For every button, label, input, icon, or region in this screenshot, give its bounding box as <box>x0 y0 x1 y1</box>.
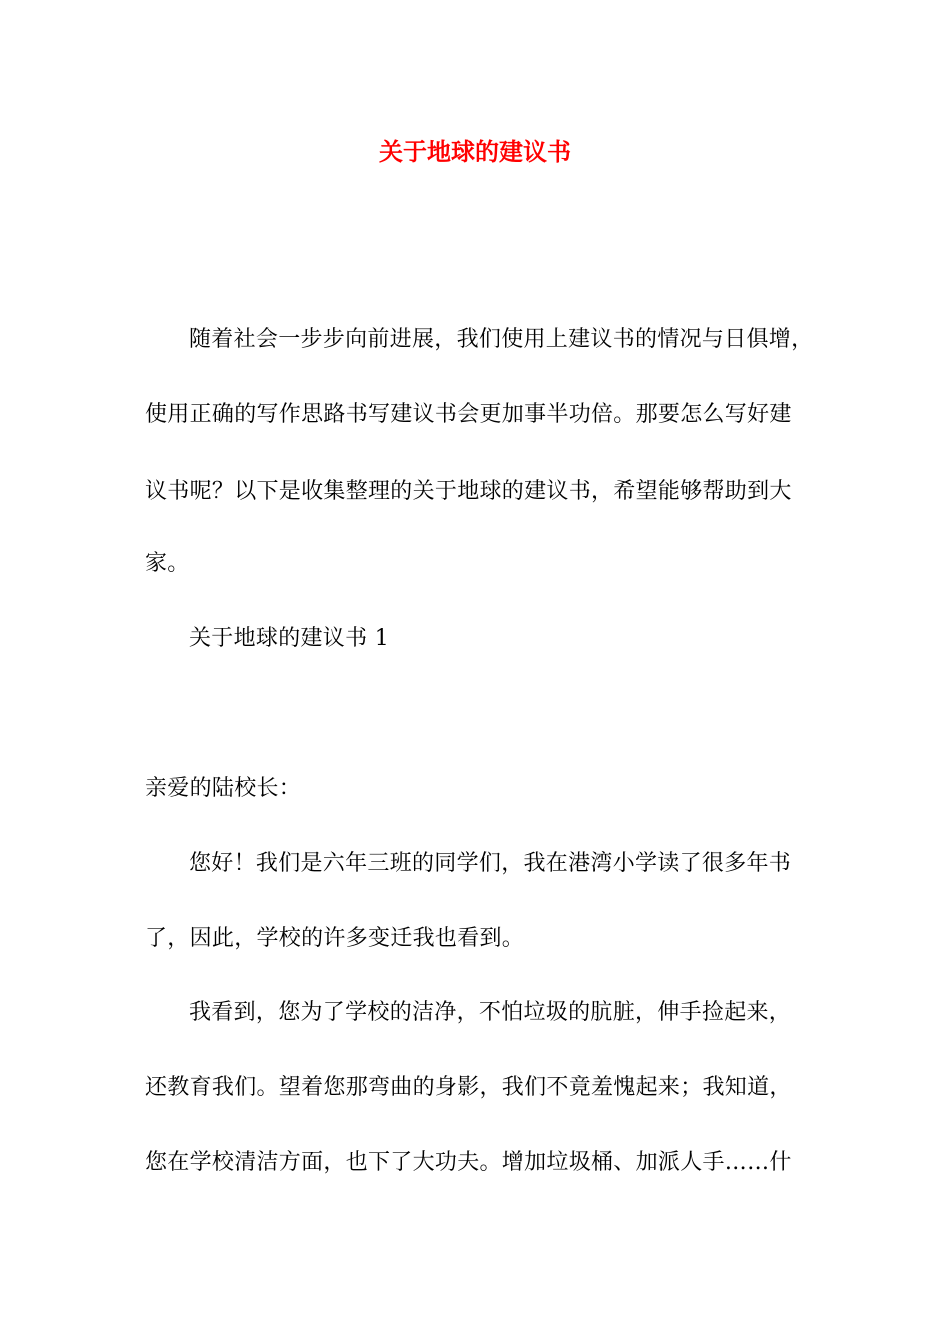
document-title: 关于地球的建议书 <box>379 137 571 166</box>
paragraph-2-line-1: 我看到，您为了学校的洁净，不怕垃圾的肮脏，伸手捡起来， <box>189 1000 792 1025</box>
intro-line-1: 随着社会一步步向前进展，我们使用上建议书的情况与日俱增， <box>189 327 814 352</box>
paragraph-1-line-1: 您好！我们是六年三班的同学们，我在港湾小学读了很多年书 <box>189 851 792 876</box>
paragraph-1-line-2: 了，因此，学校的许多变迁我也看到。 <box>145 926 525 951</box>
paragraph-2-line-2: 还教育我们。望着您那弯曲的身影，我们不竟羞愧起来；我知道， <box>145 1075 792 1100</box>
section-heading: 关于地球的建议书 1 <box>189 626 389 651</box>
salutation: 亲爱的陆校长： <box>145 776 302 801</box>
paragraph-2-line-3: 您在学校清洁方面，也下了大功夫。增加垃圾桶、加派人手……什 <box>145 1150 792 1175</box>
intro-line-2: 使用正确的写作思路书写建议书会更加事半功倍。那要怎么写好建 <box>145 402 792 427</box>
intro-line-4: 家。 <box>145 551 190 576</box>
intro-line-3: 议书呢？以下是收集整理的关于地球的建议书，希望能够帮助到大 <box>145 479 792 504</box>
